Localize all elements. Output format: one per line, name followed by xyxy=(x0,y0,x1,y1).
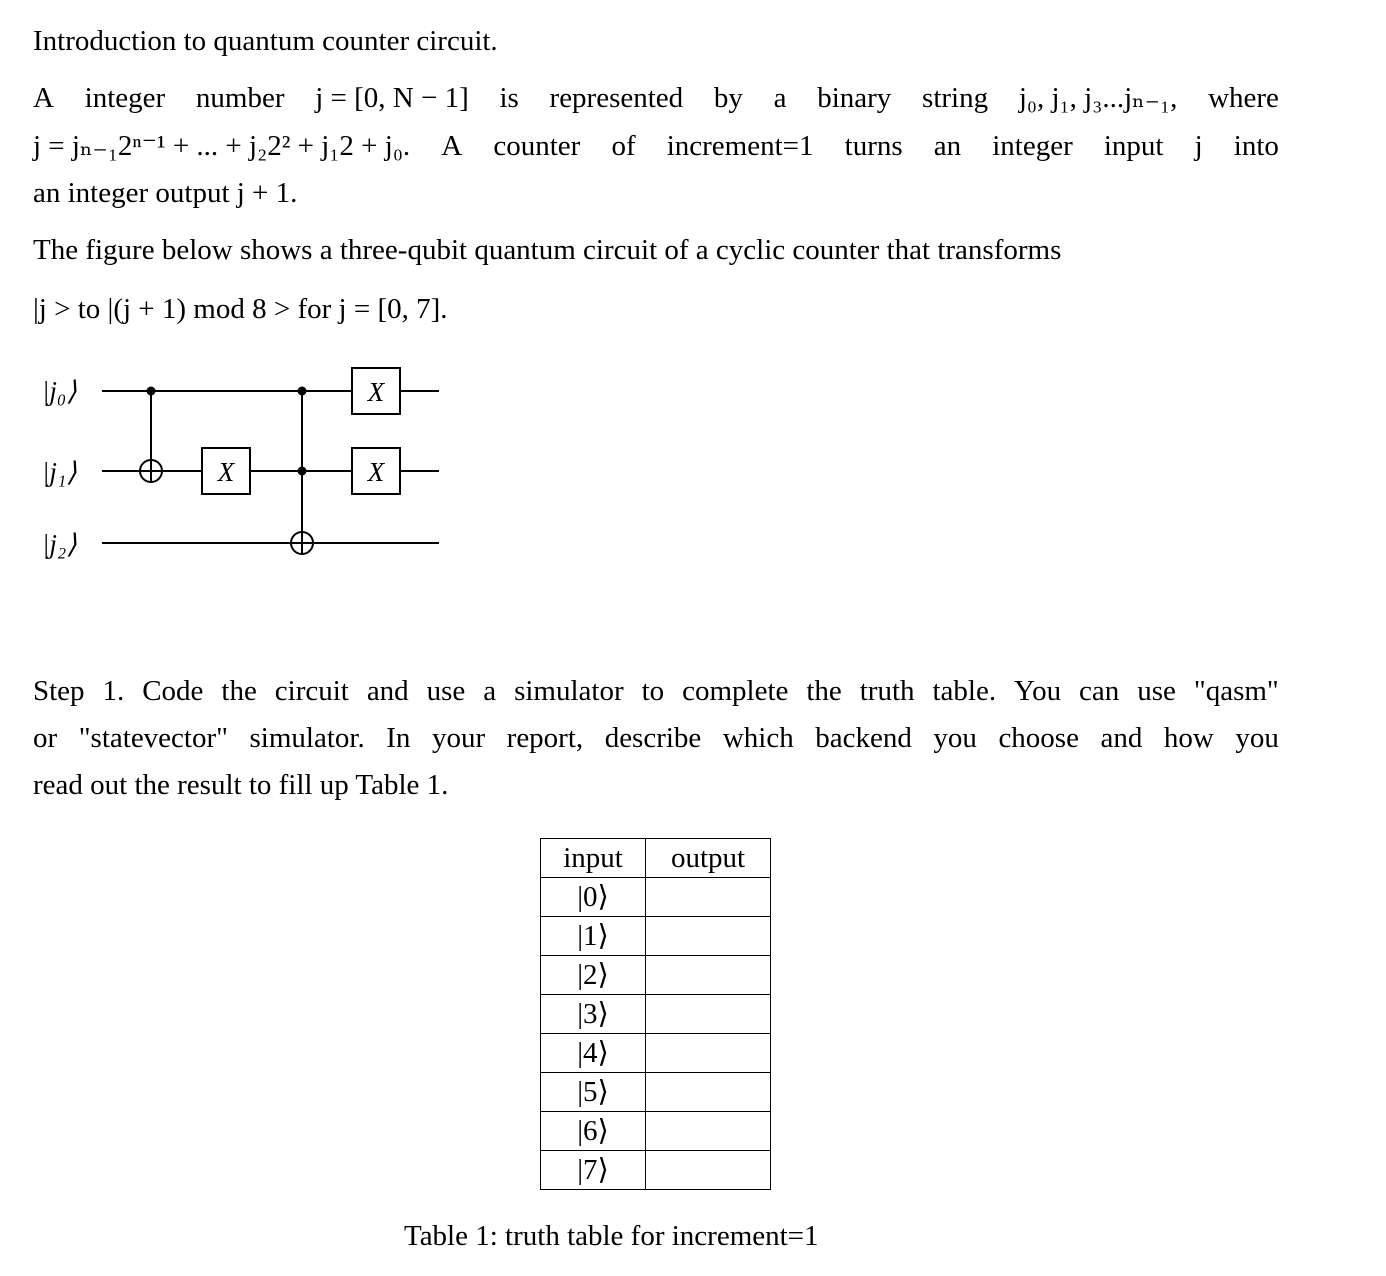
header-output: output xyxy=(646,839,771,878)
word: integer xyxy=(84,82,166,114)
x-gate-j1-second-label: X xyxy=(367,457,385,487)
word: a xyxy=(773,82,787,114)
word: string xyxy=(922,82,989,114)
output-cell xyxy=(646,1034,771,1073)
word: which xyxy=(722,722,794,754)
word: use xyxy=(1137,675,1176,707)
word: your xyxy=(431,722,486,754)
word: j xyxy=(1194,130,1203,162)
word: 1. xyxy=(102,675,125,707)
word: or xyxy=(33,722,58,754)
output-cell xyxy=(646,1151,771,1190)
word: "statevector" xyxy=(78,722,228,754)
toffoli-control-j0 xyxy=(298,387,307,396)
cnot-1-control-dot xyxy=(147,387,156,396)
word: simulator. xyxy=(249,722,365,754)
qubit-label-j2: |j₂⟩ xyxy=(42,529,77,559)
table-row xyxy=(541,1151,771,1190)
output-cell xyxy=(646,1112,771,1151)
word: into xyxy=(1233,130,1279,162)
word: j = jₙ₋₁2ⁿ⁻¹ + ... + j₂2² + j₁2 + j₀. xyxy=(33,130,411,162)
output-cell xyxy=(646,878,771,917)
table-row xyxy=(541,1073,771,1112)
para2-line2: |j > to |(j + 1) mod 8 > for j = [0, 7]. xyxy=(33,293,448,325)
table-row xyxy=(541,1112,771,1151)
word: "qasm" xyxy=(1193,675,1279,707)
word: number xyxy=(195,82,285,114)
word: backend xyxy=(815,722,912,754)
word: You xyxy=(1014,675,1062,707)
word: represented xyxy=(549,82,684,114)
word: and xyxy=(1100,722,1143,754)
input-cell: |6⟩ xyxy=(541,1112,646,1151)
word: the xyxy=(221,675,257,707)
word: to xyxy=(641,675,665,707)
word: j₀, j₁, j₃...jₙ₋₁, xyxy=(1018,82,1178,114)
word: table. xyxy=(932,675,997,707)
word: integer xyxy=(992,130,1073,162)
step1-line2 xyxy=(33,721,1279,755)
input-cell: |0⟩ xyxy=(541,878,646,917)
word: a xyxy=(483,675,497,707)
input-cell: |2⟩ xyxy=(541,956,646,995)
word: choose xyxy=(998,722,1079,754)
word: Step xyxy=(33,675,85,707)
input-cell: |7⟩ xyxy=(541,1151,646,1190)
word: by xyxy=(713,82,743,114)
para1-line1 xyxy=(33,81,1279,115)
header-input: input xyxy=(541,839,646,878)
word: can xyxy=(1079,675,1120,707)
word: counter xyxy=(493,130,581,162)
step1-line1 xyxy=(33,674,1279,708)
para1-line3: an integer output j + 1. xyxy=(33,177,298,209)
word: is xyxy=(499,82,519,114)
word: describe xyxy=(604,722,702,754)
table-row xyxy=(541,917,771,956)
qubit-label-j0: |j₀⟩ xyxy=(42,376,77,406)
output-cell xyxy=(646,917,771,956)
word: Code xyxy=(142,675,204,707)
output-cell xyxy=(646,956,771,995)
toffoli-control-j1 xyxy=(298,467,307,476)
table-row xyxy=(541,995,771,1034)
word: simulator xyxy=(514,675,624,707)
para2-line1: The figure below shows a three-qubit quantum circuit of a cyclic counter that transforms xyxy=(33,234,1062,266)
input-cell: |4⟩ xyxy=(541,1034,646,1073)
table-row xyxy=(541,1034,771,1073)
word: A xyxy=(33,82,54,114)
word: you xyxy=(933,722,977,754)
word: input xyxy=(1103,130,1164,162)
word: the xyxy=(806,675,842,707)
word: use xyxy=(426,675,466,707)
input-cell: |1⟩ xyxy=(541,917,646,956)
word: increment=1 xyxy=(666,130,814,162)
truth-table-header-row xyxy=(541,839,771,878)
word: A xyxy=(441,130,463,162)
word: of xyxy=(611,130,636,162)
word: where xyxy=(1208,82,1279,114)
word: circuit xyxy=(274,675,349,707)
output-cell xyxy=(646,995,771,1034)
word: you xyxy=(1235,722,1279,754)
word: complete xyxy=(682,675,789,707)
quantum-circuit-diagram xyxy=(30,355,450,565)
para1-line2 xyxy=(33,129,1279,163)
word: an xyxy=(933,130,962,162)
table-row xyxy=(541,878,771,917)
input-cell: |3⟩ xyxy=(541,995,646,1034)
x-gate-j1-first-label: X xyxy=(217,457,235,487)
table-caption: Table 1: truth table for increment=1 xyxy=(404,1220,819,1252)
x-gate-j0-label: X xyxy=(367,377,385,407)
title: Introduction to quantum counter circuit. xyxy=(33,25,498,57)
qubit-label-j1: |j₁⟩ xyxy=(42,457,77,487)
word: j = [0, N − 1] xyxy=(315,82,469,114)
word: binary xyxy=(817,82,892,114)
table-row xyxy=(541,956,771,995)
input-cell: |5⟩ xyxy=(541,1073,646,1112)
word: truth xyxy=(859,675,915,707)
step1-line3: read out the result to fill up Table 1. xyxy=(33,769,449,801)
word: turns xyxy=(844,130,903,162)
truth-table xyxy=(540,838,771,1190)
output-cell xyxy=(646,1073,771,1112)
word: In xyxy=(386,722,411,754)
word: report, xyxy=(506,722,584,754)
word: how xyxy=(1163,722,1214,754)
word: and xyxy=(366,675,409,707)
